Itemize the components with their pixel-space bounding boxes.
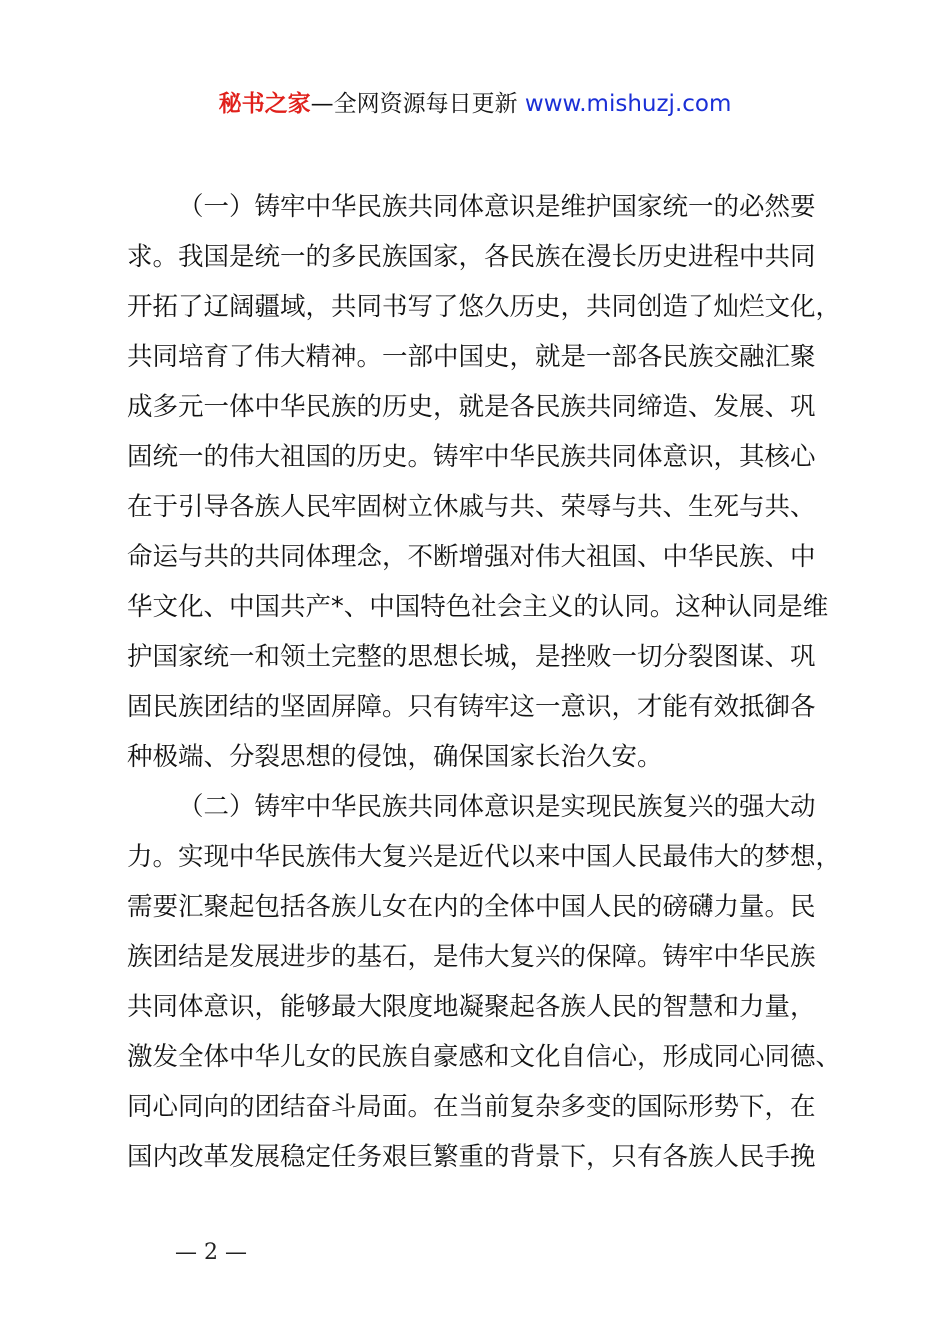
header-tagline: —全网资源每日更新 bbox=[310, 91, 525, 117]
paragraph-1 bbox=[127, 182, 842, 782]
text-line: 护国家统一和领土完整的思想长城，是挫败一切分裂图谋、巩 bbox=[127, 642, 816, 672]
brand-name: 秘书之家 bbox=[218, 91, 311, 117]
text-line: 共同体意识，能够最大限度地凝聚起各族人民的智慧和力量， bbox=[127, 992, 816, 1022]
text-line: 族团结是发展进步的基石，是伟大复兴的保障。铸牢中华民族 bbox=[127, 942, 816, 972]
text-line: 激发全体中华儿女的民族自豪感和文化自信心，形成同心同德、 bbox=[127, 1042, 842, 1072]
text-line: 固民族团结的坚固屏障。只有铸牢这一意识，才能有效抵御各 bbox=[127, 692, 816, 722]
text-line: 种极端、分裂思想的侵蚀，确保国家长治久安。 bbox=[127, 742, 663, 772]
text-line: 共同培育了伟大精神。一部中国史，就是一部各民族交融汇聚 bbox=[127, 342, 816, 372]
text-line: 成多元一体中华民族的历史，就是各民族共同缔造、发展、巩 bbox=[127, 392, 816, 422]
text-line: （二）铸牢中华民族共同体意识是实现民族复兴的强大动 bbox=[178, 792, 816, 822]
text-line: 固统一的伟大祖国的历史。铸牢中华民族共同体意识，其核心 bbox=[127, 442, 816, 472]
text-line: 同心同向的团结奋斗局面。在当前复杂多变的国际形势下，在 bbox=[127, 1092, 816, 1122]
site-url-link[interactable]: www.mishuzj.com bbox=[524, 91, 732, 117]
site-header bbox=[0, 88, 950, 120]
text-line: 求。我国是统一的多民族国家，各民族在漫长历史进程中共同 bbox=[127, 242, 816, 272]
text-line: 在于引导各族人民牢固树立休戚与共、荣辱与共、生死与共、 bbox=[127, 492, 816, 522]
text-line: 国内改革发展稳定任务艰巨繁重的背景下，只有各族人民手挽 bbox=[127, 1142, 816, 1172]
text-line: （一）铸牢中华民族共同体意识是维护国家统一的必然要 bbox=[178, 192, 816, 222]
text-line: 力。实现中华民族伟大复兴是近代以来中国人民最伟大的梦想， bbox=[127, 842, 842, 872]
document-body bbox=[127, 182, 842, 1182]
text-line: 需要汇聚起包括各族儿女在内的全体中国人民的磅礴力量。民 bbox=[127, 892, 816, 922]
page-number: — 2 — bbox=[175, 1240, 247, 1265]
paragraph-2 bbox=[127, 782, 842, 1182]
text-line: 开拓了辽阔疆域，共同书写了悠久历史，共同创造了灿烂文化， bbox=[127, 292, 842, 322]
text-line: 华文化、中国共产*、中国特色社会主义的认同。这种认同是维 bbox=[127, 592, 829, 622]
text-line: 命运与共的共同体理念，不断增强对伟大祖国、中华民族、中 bbox=[127, 542, 816, 572]
